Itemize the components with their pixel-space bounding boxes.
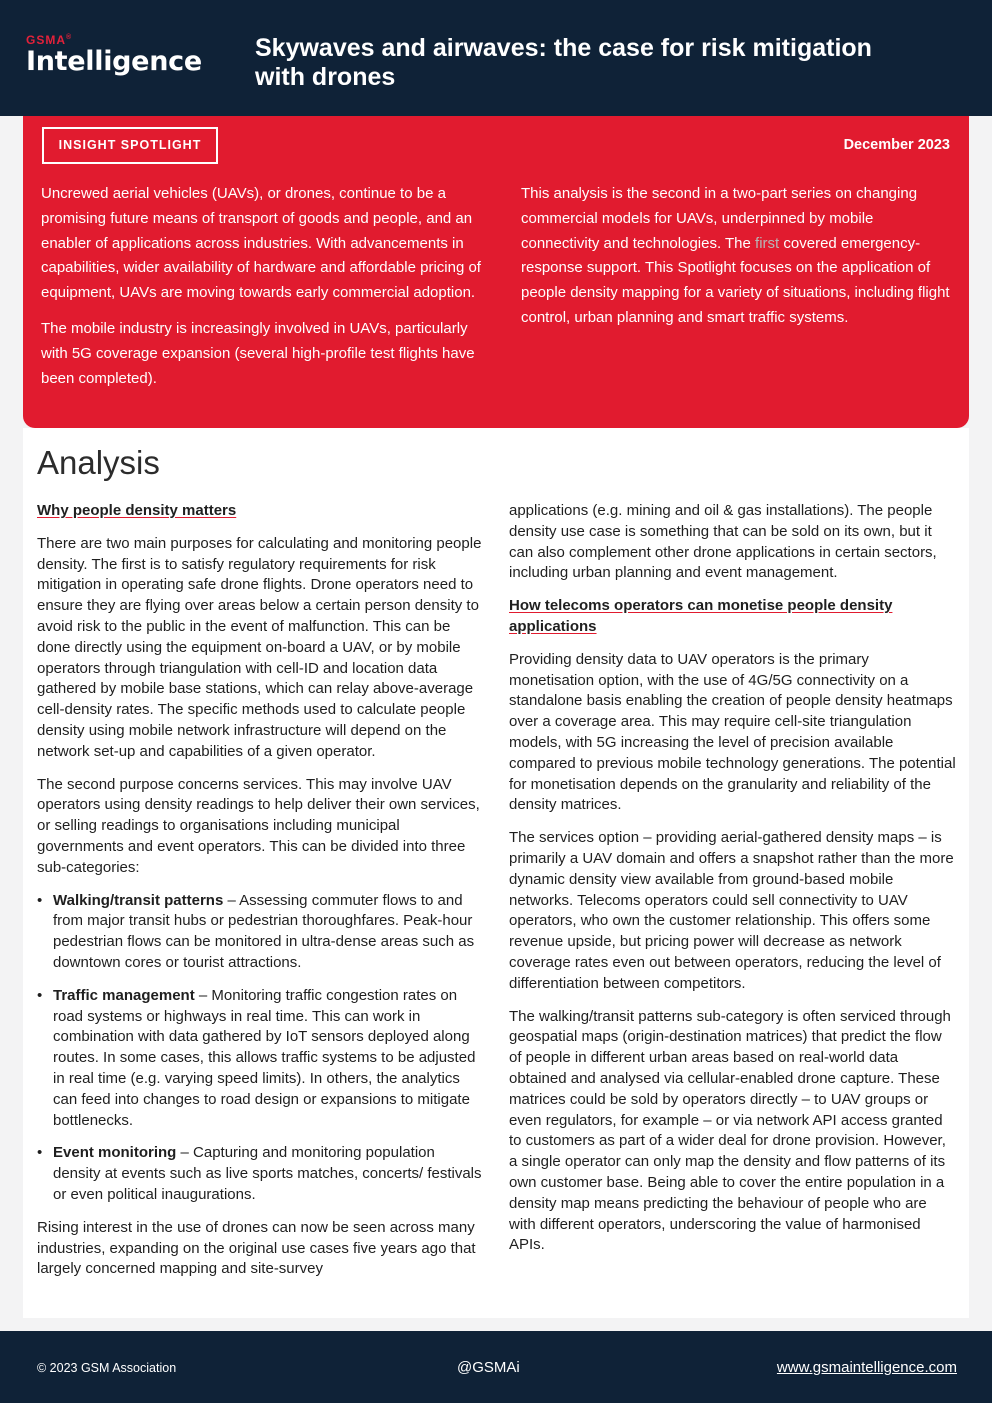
list-item: • Traffic management – Monitoring traffic congestion rates on road systems or highways in real time. This can work in combination with data gathered by IoT sensors deployed along routes. In some cases, this allows traffic systems to be adjusted in real time (e.g. varying speed limits). In others, the analytics can feed into changes to road design or expansions to mitigate bottlenecks. xyxy=(37,986,483,1132)
hero-right-column xyxy=(521,182,953,342)
body-paragraph: applications (e.g. mining and oil & gas installations). The people density use case is something that can be sold on its own, but it can also complement other drone applications in certain sectors, including urban planning and event management. xyxy=(509,502,937,582)
analysis-right-column xyxy=(509,501,957,1268)
body-paragraph: There are two main purposes for calculating and monitoring people density. The first is to satisfy regulatory requirements for risk mitigation in operating safe drone flights. Drone operators need to ensure they are flying over areas below a certain person density to avoid risk to the public in the event of malfunction. This can be done directly using the equipment on-board a UAV, or by mobile operators through triangulation with cell-ID and location data gathered by mobile base stations, which can relay above-average cell-density rates. The specific methods used to calculate people density using mobile network infrastructure will depend on the network set-up and capabilities of a given operator. xyxy=(37,534,482,760)
body-paragraph: Rising interest in the use of drones can now be seen across many industries, expanding on the original use cases five years ago that largely concerned mapping and site-survey xyxy=(37,1218,476,1278)
body-paragraph: Providing density data to UAV operators is the primary monetisation option, with the use of 4G/5G connectivity on a standalone basis enabling the creation of people density heatmaps over a coverage area. This may require cell-site triangulation models, with 5G increasing the level of precision available compared to previous mobile technology generations. The potential for monetisation depends on the granularity and reliability of the density matrices. xyxy=(509,650,956,814)
list-item: • Walking/transit patterns – Assessing commuter flows to and from major transit hubs or pedestrian thoroughfares. Peak-hour pedestrian flows can be monitored in ultra-dense areas such as downtown cores or tourist attractions. xyxy=(37,891,483,974)
first-spotlight-link[interactable]: first xyxy=(755,234,780,252)
subheading-why-density: Why people density matters xyxy=(37,502,237,519)
body-paragraph: The services option – providing aerial-gathered density maps – is primarily a UAV domain and offers a snapshot rather than the more dynamic density view available from ground-based mobile networks. Telecoms operators could sell connectivity to UAV operators, who own the customer relationship. This offers some revenue upside, but pricing power will decrease as network coverage rates even out between operators, reducing the level of differentiation between competitors. xyxy=(509,829,954,992)
hero-paragraph: The mobile industry is increasingly involved in UAVs, particularly with 5G coverage expansion (several high-profile test flights have been completed). xyxy=(41,319,475,387)
subheading-monetise: How telecoms operators can monetise people density applications xyxy=(509,597,893,635)
body-paragraph: The second purpose concerns services. This may involve UAV operators using density readings to help deliver their own services, or selling readings to organisations including municipal governments and event operators. This can be divided into three sub-categories: xyxy=(37,775,480,876)
logo-gsma-text: GSMA® xyxy=(26,33,73,47)
body-paragraph: The walking/transit patterns sub-category is often serviced through geospatial maps (origin-destination matrices) that predict the flow of people in different urban areas based on real-world data obtained and analysed via cellular-enabled drone capture. These matrices could be sold by operators directly – to UAV groups or even regulators, for example – or via network API access granted to customers as part of a wider deal for drone provision. However, a single operator can only map the density and flow patterns of its own customer base. Being able to cover the entire population in a density map means predicting the behaviour of people who are with different operators, underscoring the value of harmonised APIs. xyxy=(509,1007,951,1254)
logo-intelligence-text: Intelligence xyxy=(26,46,202,77)
website-link[interactable]: www.gsmaintelligence.com xyxy=(776,1359,957,1376)
analysis-heading: Analysis xyxy=(37,444,160,481)
hero-left-column xyxy=(41,182,483,402)
analysis-left-column xyxy=(37,501,483,1292)
gsma-intelligence-logo xyxy=(26,32,202,78)
copyright-text: © 2023 GSM Association xyxy=(37,1361,177,1375)
hero-paragraph: Uncrewed aerial vehicles (UAVs), or drones, continue to be a promising future means of transport of goods and people, and an enabler of applications across industries. With advancements in capabilities, wider availability of hardware and affordable pricing of equipment, UAVs are moving towards early commercial adoption. xyxy=(41,185,481,302)
hero-paragraph: This analysis is the second in a two-part series on changing commercial models for UAVs, underpinned by mobile connectivity and technologies. The first covered emergency-response support. This Spotlight focuses on the application of people density mapping for a variety of situations, including flight control, urban planning and smart traffic systems. xyxy=(521,185,950,326)
page-header xyxy=(0,0,992,116)
analysis-section xyxy=(23,428,969,1318)
publication-date: December 2023 xyxy=(843,137,950,153)
insight-spotlight-panel xyxy=(23,116,969,428)
page-footer xyxy=(0,1331,992,1403)
list-item: • Event monitoring – Capturing and monitoring population density at events such as live sports matches, concerts/ festivals or even political inaugurations. xyxy=(37,1143,483,1205)
insight-spotlight-badge: INSIGHT SPOTLIGHT xyxy=(42,127,218,164)
sub-category-list xyxy=(37,891,483,1206)
social-handle: @GSMAi xyxy=(457,1359,520,1376)
page-title: Skywaves and airwaves: the case for risk mitigation with drones xyxy=(255,34,872,91)
